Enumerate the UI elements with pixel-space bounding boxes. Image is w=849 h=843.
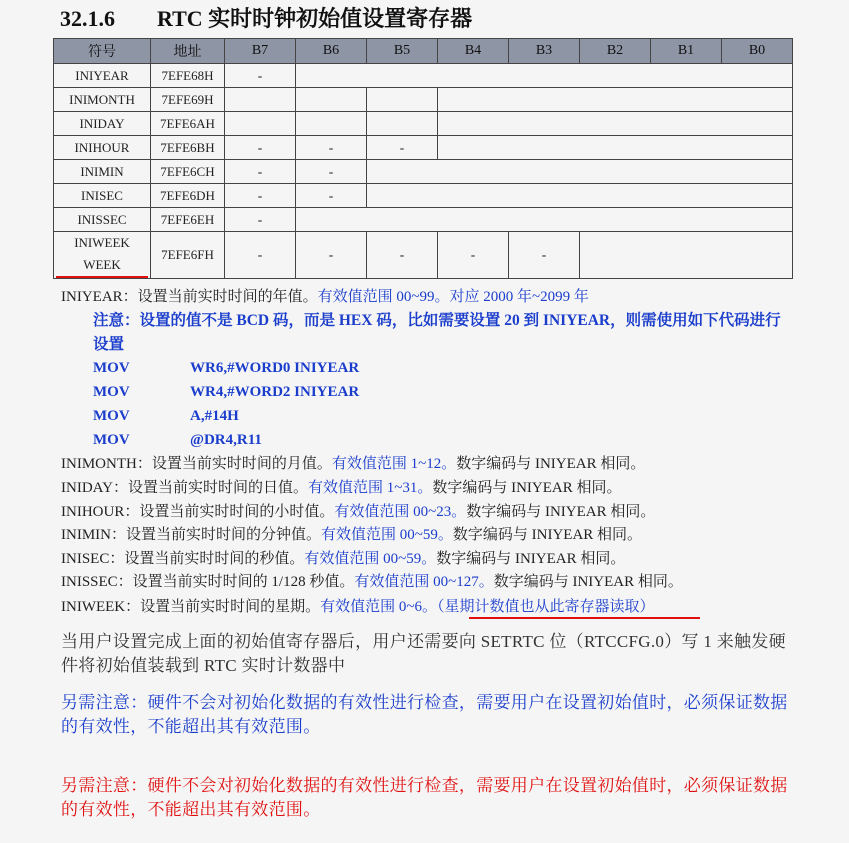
setrtc-paragraph: 当用户设置完成上面的初始值寄存器后，用户还需要向 SETRTC 位（RTCCFG.0）写 1 来触发硬件将初始值装载到 RTC 实时计数器中 bbox=[61, 632, 786, 675]
header-cell: B6 bbox=[296, 39, 367, 64]
register-address: 7EFE6FH bbox=[151, 232, 225, 279]
desc-inissec bbox=[61, 572, 683, 592]
table-row bbox=[54, 184, 793, 208]
bit-cell bbox=[367, 160, 793, 184]
code-op: MOV bbox=[93, 432, 130, 448]
bit-cell: - bbox=[367, 136, 438, 160]
desc-range: 有效值范围 00~127。 bbox=[354, 574, 494, 590]
register-address: 7EFE6EH bbox=[151, 208, 225, 232]
section-heading bbox=[60, 2, 472, 33]
code-op: MOV bbox=[93, 408, 130, 424]
bit-cell: - bbox=[296, 136, 367, 160]
table-header-row bbox=[54, 39, 793, 64]
register-name-line2: WEEK bbox=[56, 254, 148, 278]
code-op: MOV bbox=[93, 360, 130, 376]
desc-tail: 数字编码与 INIYEAR 相同。 bbox=[466, 504, 656, 520]
register-table bbox=[53, 38, 793, 279]
register-address: 7EFE6DH bbox=[151, 184, 225, 208]
bit-cell: - bbox=[296, 232, 367, 279]
desc-inihour bbox=[61, 502, 655, 522]
register-address: 7EFE6CH bbox=[151, 160, 225, 184]
desc-tail: 数字编码与 INIYEAR 相同。 bbox=[493, 574, 683, 590]
bit-cell: - bbox=[296, 184, 367, 208]
register-address: 7EFE69H bbox=[151, 88, 225, 112]
desc-label: INIYEAR：设置当前实时时间的年值。 bbox=[61, 289, 318, 305]
desc-range: 有效值范围 00~59。 bbox=[304, 551, 437, 567]
desc-inimonth bbox=[61, 454, 645, 474]
bit-cell: - bbox=[509, 232, 580, 279]
header-cell: B1 bbox=[651, 39, 722, 64]
bit-cell bbox=[296, 64, 793, 88]
header-cell: 地址 bbox=[151, 39, 225, 64]
blue-warning-paragraph: 另需注意：硬件不会对初始化数据的有效性进行检查，需要用户在设置初始值时，必须保证数据的有效性，不能超出其有效范围。 bbox=[61, 693, 788, 736]
register-address: 7EFE6BH bbox=[151, 136, 225, 160]
desc-label: INISEC：设置当前实时时间的秒值。 bbox=[61, 551, 305, 567]
bit-cell bbox=[367, 184, 793, 208]
register-name: INISEC bbox=[54, 184, 151, 208]
bit-cell bbox=[225, 112, 296, 136]
table-row bbox=[54, 160, 793, 184]
register-address: 7EFE68H bbox=[151, 64, 225, 88]
desc-label: INIWEEK：设置当前实时时间的星期。 bbox=[61, 599, 321, 615]
bit-cell: - bbox=[296, 160, 367, 184]
header-cell: B5 bbox=[367, 39, 438, 64]
register-name: INIMONTH bbox=[54, 88, 151, 112]
bit-cell: - bbox=[225, 160, 296, 184]
section-number: 32.1.6 bbox=[60, 6, 115, 31]
bit-cell: - bbox=[225, 64, 296, 88]
code-line bbox=[93, 406, 239, 426]
desc-inimin bbox=[61, 525, 642, 545]
desc-label: INIDAY：设置当前实时时间的日值。 bbox=[61, 480, 308, 496]
register-name: INISSEC bbox=[54, 208, 151, 232]
desc-range: 有效值范围 0~6。 bbox=[320, 599, 438, 615]
bit-cell: - bbox=[438, 232, 509, 279]
bit-cell bbox=[367, 112, 438, 136]
desc-tail: 数字编码与 INIYEAR 相同。 bbox=[456, 456, 646, 472]
desc-range: 有效值范围 00~23。 bbox=[334, 504, 467, 520]
register-name: INIYEAR bbox=[54, 64, 151, 88]
header-cell: 符号 bbox=[54, 39, 151, 64]
header-cell: B0 bbox=[722, 39, 793, 64]
table-row bbox=[54, 232, 793, 279]
desc-iniweek bbox=[61, 597, 655, 617]
desc-tail: （星期计数值也从此寄存器读取） bbox=[437, 599, 655, 615]
table-row bbox=[54, 112, 793, 136]
code-arg: A,#14H bbox=[190, 408, 239, 424]
bit-cell bbox=[225, 88, 296, 112]
desc-tail: 数字编码与 INIYEAR 相同。 bbox=[452, 527, 643, 543]
red-underline bbox=[469, 617, 700, 619]
desc-iniyear bbox=[61, 287, 589, 307]
register-name bbox=[54, 232, 151, 279]
code-arg: WR4,#WORD2 INIYEAR bbox=[190, 384, 360, 400]
desc-label: INIMONTH：设置当前实时时间的月值。 bbox=[61, 456, 332, 472]
register-name-line1: INIWEEK bbox=[74, 235, 130, 250]
bit-cell bbox=[367, 88, 438, 112]
desc-label: INIHOUR：设置当前实时时间的小时值。 bbox=[61, 504, 335, 520]
bit-cell: - bbox=[225, 184, 296, 208]
bit-cell bbox=[580, 232, 793, 279]
desc-tail: 数字编码与 INIYEAR 相同。 bbox=[432, 480, 622, 496]
bit-cell bbox=[438, 112, 793, 136]
register-name: INIMIN bbox=[54, 160, 151, 184]
desc-label: INISSEC：设置当前实时时间的 1/128 秒值。 bbox=[61, 574, 355, 590]
code-line bbox=[93, 382, 359, 402]
bit-cell: - bbox=[367, 232, 438, 279]
section-title: RTC 实时时钟初始值设置寄存器 bbox=[157, 6, 473, 31]
register-name: INIDAY bbox=[54, 112, 151, 136]
bit-cell bbox=[296, 88, 367, 112]
bit-cell bbox=[296, 208, 793, 232]
bit-cell: - bbox=[225, 136, 296, 160]
code-op: MOV bbox=[93, 384, 130, 400]
desc-iniday bbox=[61, 478, 621, 498]
table-row bbox=[54, 88, 793, 112]
red-warning-paragraph: 另需注意：硬件不会对初始化数据的有效性进行检查，需要用户在设置初始值时，必须保证数据的有效性，不能超出其有效范围。 bbox=[61, 776, 788, 819]
header-cell: B7 bbox=[225, 39, 296, 64]
bit-cell: - bbox=[225, 232, 296, 279]
code-arg: WR6,#WORD0 INIYEAR bbox=[190, 360, 360, 376]
bcd-note: 注意：设置的值不是 BCD 码，而是 HEX 码，比如需要设置 20 到 INIYEAR，则需使用如下代码进行设置 bbox=[93, 312, 781, 353]
table-row bbox=[54, 64, 793, 88]
code-line bbox=[93, 358, 359, 378]
register-name: INIHOUR bbox=[54, 136, 151, 160]
desc-label: INIMIN：设置当前实时时间的分钟值。 bbox=[61, 527, 321, 543]
desc-range: 有效值范围 1~12。 bbox=[331, 456, 457, 472]
code-line bbox=[93, 430, 262, 450]
register-address: 7EFE6AH bbox=[151, 112, 225, 136]
table-row bbox=[54, 208, 793, 232]
desc-range: 有效值范围 1~31。 bbox=[307, 480, 433, 496]
table-row bbox=[54, 136, 793, 160]
header-cell: B4 bbox=[438, 39, 509, 64]
desc-range: 有效值范围 00~99。对应 2000 年~2099 年 bbox=[317, 289, 589, 305]
header-cell: B3 bbox=[509, 39, 580, 64]
bit-cell bbox=[438, 88, 793, 112]
bit-cell bbox=[438, 136, 793, 160]
desc-tail: 数字编码与 INIYEAR 相同。 bbox=[436, 551, 626, 567]
bit-cell bbox=[296, 112, 367, 136]
code-arg: @DR4,R11 bbox=[190, 432, 262, 448]
header-cell: B2 bbox=[580, 39, 651, 64]
desc-inisec bbox=[61, 549, 625, 569]
desc-range: 有效值范围 00~59。 bbox=[321, 527, 453, 543]
bit-cell: - bbox=[225, 208, 296, 232]
